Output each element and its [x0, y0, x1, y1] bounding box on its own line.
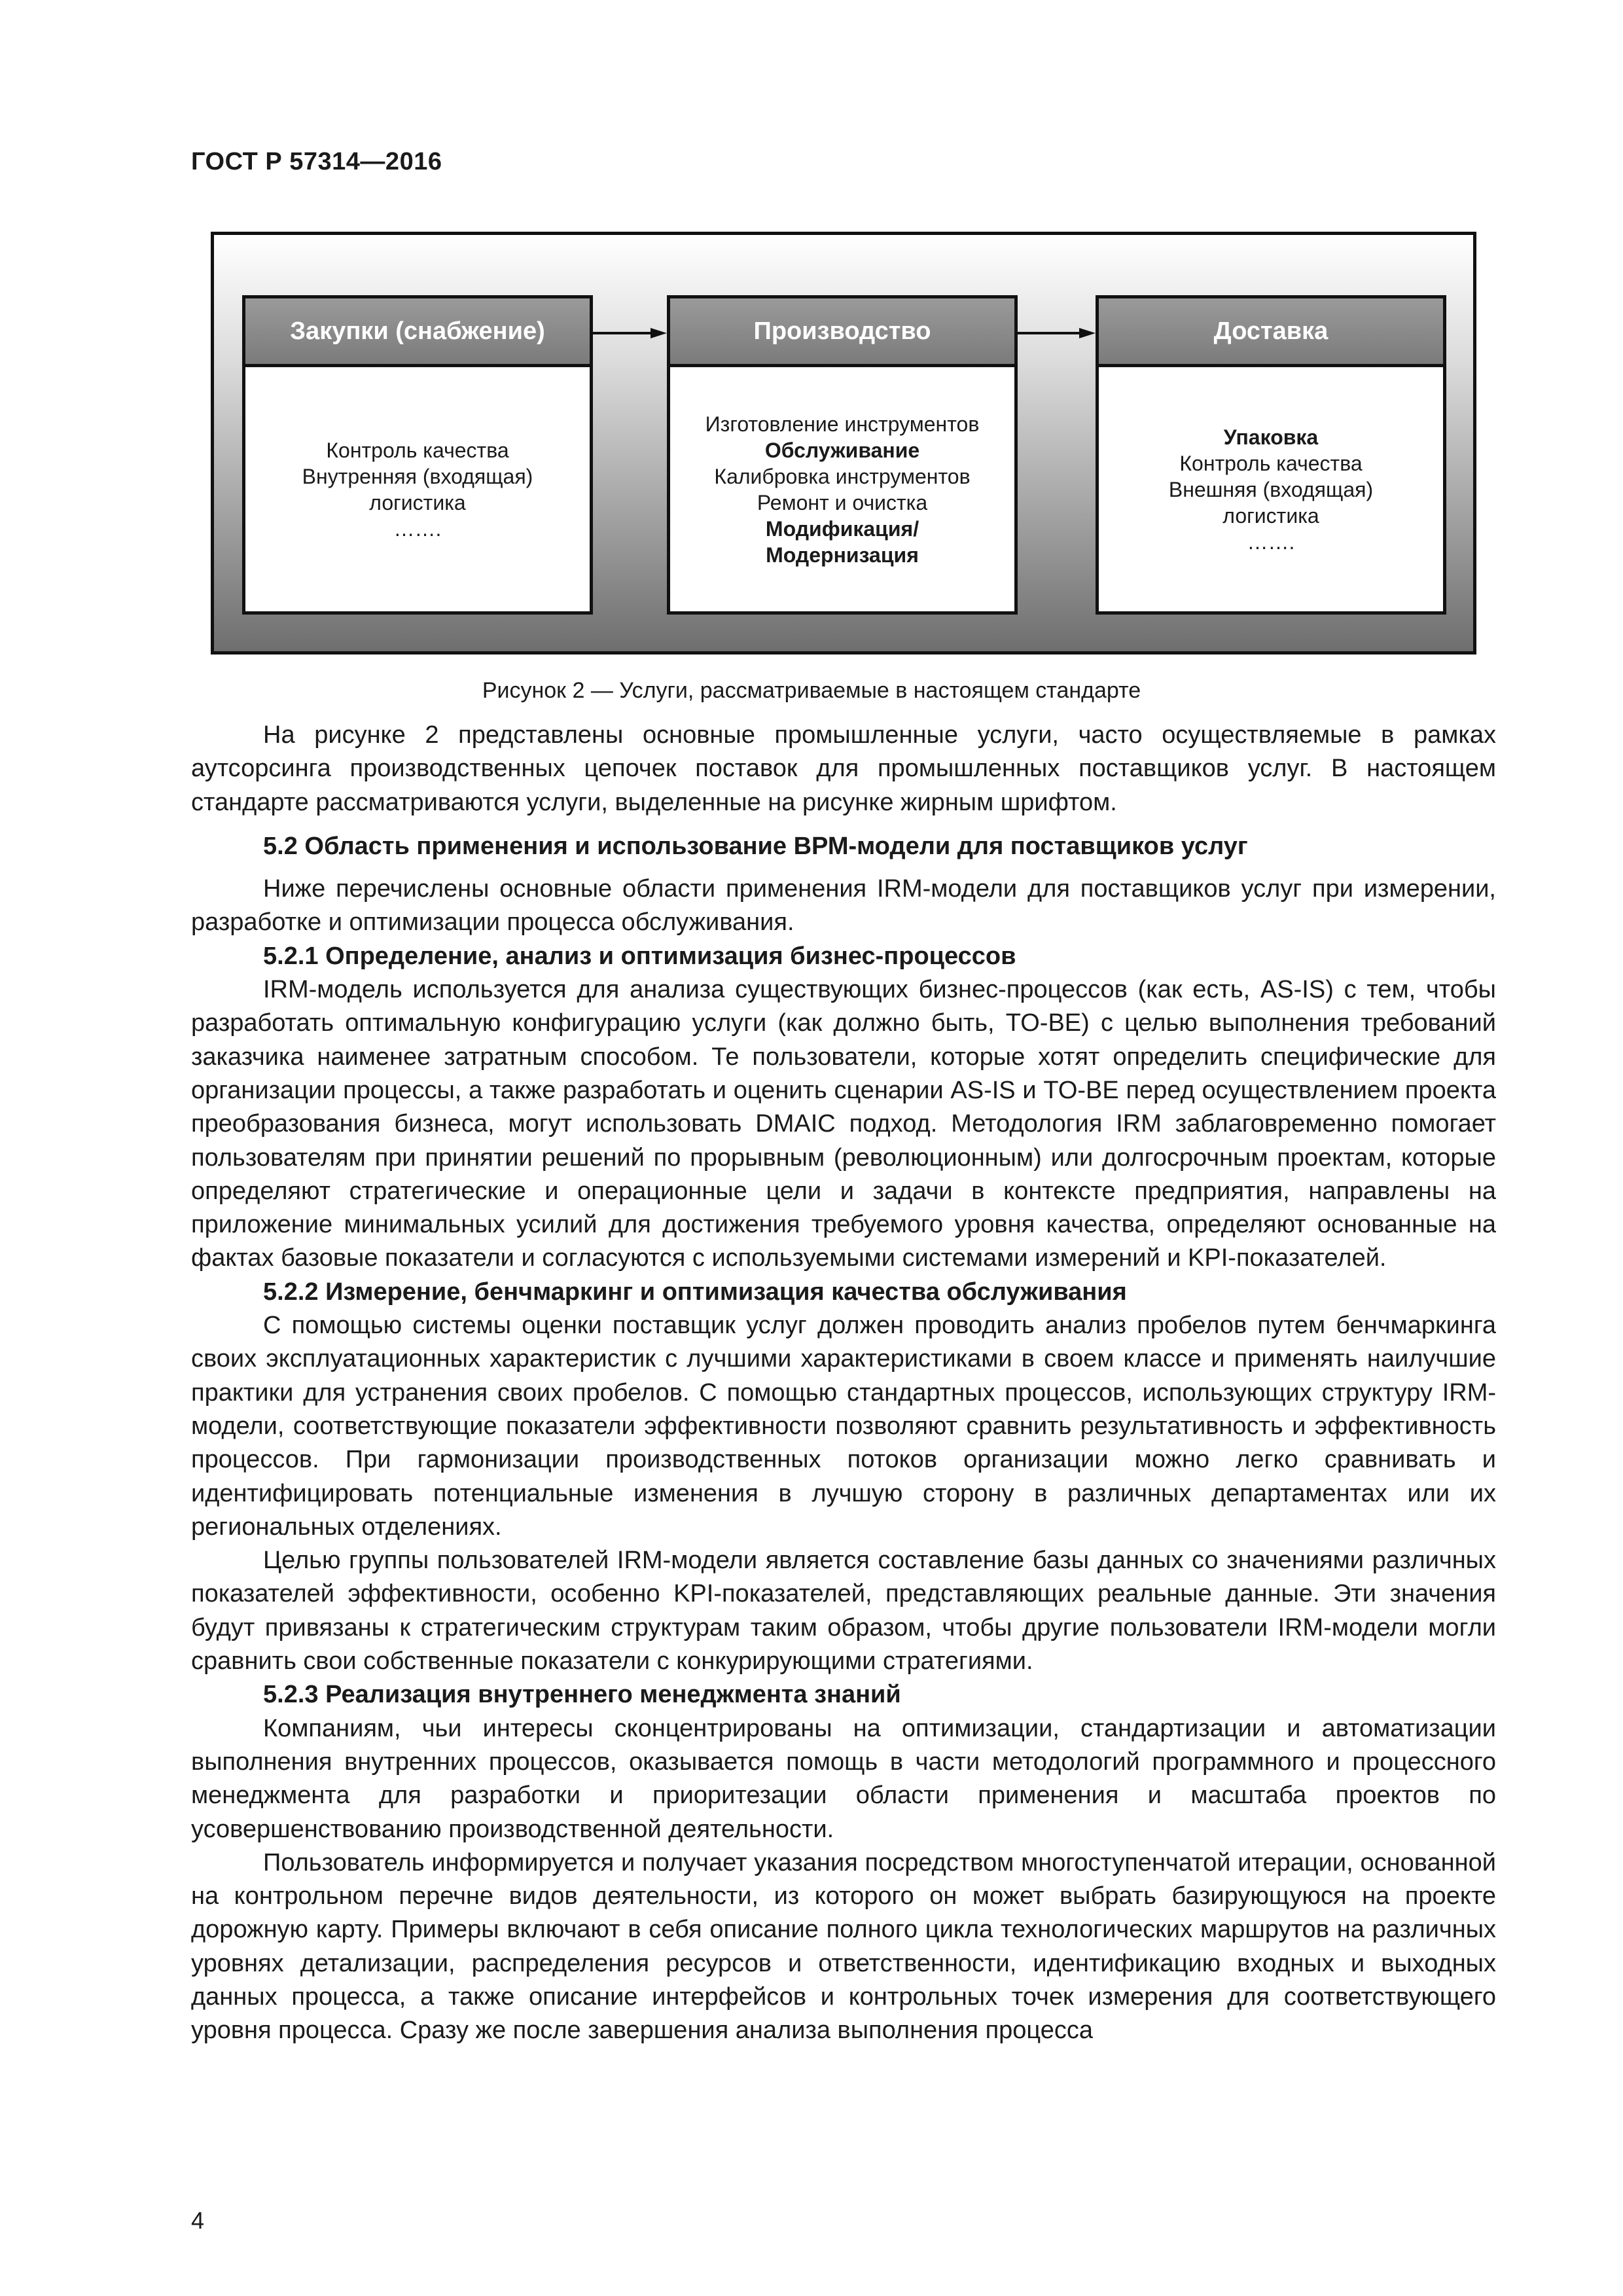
document-header: ГОСТ Р 57314—2016	[191, 148, 442, 175]
arrow-right-icon	[593, 327, 667, 340]
figure-line: Изготовление инструментов	[705, 412, 980, 436]
figure-line-bold: Упаковка	[1223, 425, 1319, 449]
paragraph: Пользователь информируется и получает указания посредством многоступенчатой итерации, основанной на контрольном перечне видов деятельности, из которого он может выбрать базирующуюся на проекте дорожную карту. Примеры включают в себя описание полного цикла технологических маршрутов на различных уровнях детализации, распределения ресурсов и ответственности, идентификацию входных и выходных данных процесса, а также описание интерфейсов и контрольных точек измерения для соответствующего уровня процесса. Сразу же после завершения анализа выполнения процесса	[191, 1848, 1496, 2045]
figure-line: …….	[393, 516, 442, 541]
arrow-right-icon	[1018, 327, 1096, 340]
paragraph: Компаниям, чьи интересы сконцентрированы на оптимизации, стандартизации и автоматизации выполнения внутренних процессов, оказывается помощь в части методологий программного и процессного менеджмента для разработки и приоритезации области применения и масштаба проектов по усовершенствованию производственной деятельности.	[191, 1714, 1496, 1843]
figure-box-title: Производство	[670, 298, 1014, 367]
figure-line: …….	[1247, 529, 1295, 554]
paragraph: Ниже перечислены основные области применения IRM-модели для поставщиков услуг при измерении, разработке и оптимизации процесса обслуживания.	[191, 875, 1496, 937]
figure-box-delivery	[1096, 295, 1446, 615]
figure-line: Внешняя (входящая)	[1168, 477, 1374, 501]
figure-box-body	[670, 367, 1014, 611]
figure-box-body	[245, 367, 590, 611]
figure-line: Ремонт и очистка	[757, 490, 928, 514]
page-number: 4	[191, 2207, 205, 2234]
figure-box-title: Закупки (снабжение)	[245, 298, 590, 367]
figure-line: логистика	[369, 490, 466, 514]
subsection-heading: 5.2.3 Реализация внутреннего менеджмента знаний	[263, 1681, 901, 1709]
paragraph: Целью группы пользователей IRM-модели является составление базы данных со значениями различных показателей эффективности, особенно KPI-показателей, представляющих реальные данные. Эти значения будут привязаны к стратегическим структурам таким образом, чтобы другие пользователи IRM-модели могли сравнить свои собственные показатели с конкурирующими стратегиями.	[191, 1547, 1496, 1676]
paragraph: IRM-модель используется для анализа существующих бизнес-процессов (как есть, AS-IS) с тем, чтобы разработать оптимальную конфигурацию услуги (как должно быть, TO-BE) с целью выполнения требований заказчика наименее затратным способом. Те пользователи, которые хотят определить специфические для организации процессы, а также разработать и оценить сценарии AS-IS и TO-BE перед осуществлением проекта преобразования бизнеса, могут использовать DMAIC подход. Методология IRM заблаговременно помогает пользователям при принятии решений по прорывным (революционным) или долгосрочным проектам, которые определяют стратегические и операционные цели и задачи в контексте предприятия, направлены на приложение минимальных усилий для достижения требуемого уровня качества, определяют основанные на фактах базовые показатели и согласуются с используемыми системами измерений и KPI-показателей.	[191, 976, 1497, 1272]
figure-caption: Рисунок 2 — Услуги, рассматриваемые в настоящем стандарте	[482, 678, 1141, 703]
subsection-heading: 5.2.1 Определение, анализ и оптимизация бизнес-процессов	[263, 942, 1016, 970]
figure-box-procurement	[242, 295, 593, 615]
figure-box-production	[667, 295, 1018, 615]
figure-line: Контроль качества	[1179, 451, 1363, 475]
section-heading: 5.2 Область применения и использование ВРМ-модели для поставщиков услуг	[263, 832, 1248, 860]
figure-line-bold: Модификация/	[765, 516, 919, 541]
figure-box-body	[1099, 367, 1443, 611]
paragraph: С помощью системы оценки поставщик услуг должен проводить анализ пробелов путем бенчмаркинга своих эксплуатационных характеристик с лучшими характеристиками в своем классе и применять наилучшие практики для устранения своих пробелов. С помощью стандартных процессов, использующих структуру IRM-модели, соответствующие показатели эффективности позволяют сравнить результативность и эффективность процессов. При гармонизации производственных потоков организации можно легко сравнивать и идентифицировать потенциальные изменения в лучшую сторону в различных департаментах или их региональных отделениях.	[191, 1312, 1496, 1541]
figure-line: Калибровка инструментов	[714, 464, 971, 488]
figure-line: Внутренняя (входящая)	[302, 464, 533, 488]
paragraph: На рисунке 2 представлены основные промышленные услуги, часто осуществляемые в рамках аутсорсинга производственных цепочек поставок для промышленных поставщиков услуг. В настоящем стандарте рассматриваются услуги, выделенные на рисунке жирным шрифтом.	[191, 721, 1496, 816]
subsection-heading: 5.2.2 Измерение, бенчмаркинг и оптимизация качества обслуживания	[263, 1278, 1127, 1306]
body-text	[191, 719, 1496, 2048]
figure-line: Контроль качества	[326, 438, 509, 462]
services-figure	[211, 232, 1476, 655]
figure-line-bold: Обслуживание	[764, 438, 920, 462]
figure-line-bold: Модернизация	[766, 543, 919, 567]
figure-line: логистика	[1222, 503, 1319, 528]
figure-box-title: Доставка	[1099, 298, 1443, 367]
